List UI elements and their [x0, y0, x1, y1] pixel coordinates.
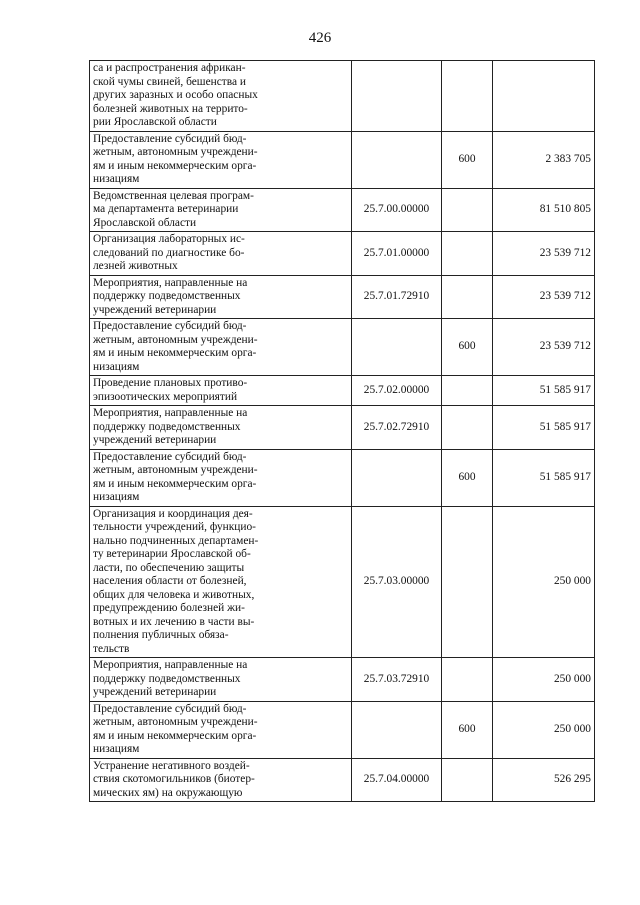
row-code-cell: 25.7.03.00000 [352, 506, 442, 658]
table-row [90, 61, 595, 132]
table-row [90, 376, 595, 406]
row-name-cell: Ведомственная целевая програм- ма департамента ветеринарии Ярославской области [90, 188, 352, 232]
row-name-cell: Мероприятия, направленные на поддержку подведомственных учреждений ветеринарии [90, 658, 352, 702]
table-row [90, 701, 595, 758]
row-amount-cell: 81 510 805 [493, 188, 595, 232]
row-name-cell: Предоставление субсидий бюд- жетным, автономным учреждени- ям и иным некоммерческим орга- низациям [90, 319, 352, 376]
row-name-cell: Мероприятия, направленные на поддержку подведомственных учреждений ветеринарии [90, 406, 352, 450]
row-type-cell [442, 232, 493, 276]
table-body [90, 61, 595, 802]
row-amount-cell: 51 585 917 [493, 406, 595, 450]
row-code-cell [352, 701, 442, 758]
row-name-cell: Организация и координация дея- тельности учреждений, функцио- нально подчиненных департамен- ту ветеринарии Ярославской об- ласти, по обеспечению защиты населения области от болезней, общих для человека и животных, предупреждению болезней жи- вотных и их лечению в части вы- полнения публичных обяза- тельств [90, 506, 352, 658]
row-code-cell: 25.7.02.72910 [352, 406, 442, 450]
row-type-cell [442, 275, 493, 319]
row-type-cell: 600 [442, 131, 493, 188]
row-name-cell: са и распространения африкан- ской чумы свиней, бешенства и других заразных и особо опасных болезней животных на террито- рии Ярославской области [90, 61, 352, 132]
row-amount-cell: 51 585 917 [493, 376, 595, 406]
row-name-cell: Предоставление субсидий бюд- жетным, автономным учреждени- ям и иным некоммерческим орга- низациям [90, 131, 352, 188]
row-name-cell: Предоставление субсидий бюд- жетным, автономным учреждени- ям и иным некоммерческим орга- низациям [90, 449, 352, 506]
row-code-cell: 25.7.03.72910 [352, 658, 442, 702]
table-row [90, 232, 595, 276]
table-row [90, 758, 595, 802]
row-code-cell: 25.7.01.00000 [352, 232, 442, 276]
row-type-cell: 600 [442, 319, 493, 376]
table-row [90, 319, 595, 376]
row-code-cell: 25.7.01.72910 [352, 275, 442, 319]
row-type-cell [442, 376, 493, 406]
row-type-cell: 600 [442, 701, 493, 758]
row-amount-cell: 23 539 712 [493, 232, 595, 276]
budget-table [89, 60, 595, 802]
table-row [90, 406, 595, 450]
row-code-cell: 25.7.02.00000 [352, 376, 442, 406]
row-amount-cell: 51 585 917 [493, 449, 595, 506]
row-amount-cell: 250 000 [493, 658, 595, 702]
row-name-cell: Организация лабораторных ис- следований по диагностике бо- лезней животных [90, 232, 352, 276]
table-row [90, 131, 595, 188]
row-code-cell [352, 449, 442, 506]
table-row [90, 449, 595, 506]
row-name-cell: Проведение плановых противо- эпизоотических мероприятий [90, 376, 352, 406]
row-type-cell [442, 658, 493, 702]
row-code-cell: 25.7.04.00000 [352, 758, 442, 802]
table-row [90, 275, 595, 319]
row-code-cell [352, 131, 442, 188]
row-name-cell: Предоставление субсидий бюд- жетным, автономным учреждени- ям и иным некоммерческим орга- низациям [90, 701, 352, 758]
row-amount-cell: 23 539 712 [493, 275, 595, 319]
row-code-cell [352, 319, 442, 376]
row-type-cell [442, 61, 493, 132]
row-name-cell: Устранение негативного воздей- ствия скотомогильников (биотер- мических ям) на окружающую [90, 758, 352, 802]
row-amount-cell [493, 61, 595, 132]
row-amount-cell: 2 383 705 [493, 131, 595, 188]
row-type-cell: 600 [442, 449, 493, 506]
row-type-cell [442, 506, 493, 658]
row-amount-cell: 526 295 [493, 758, 595, 802]
table-row [90, 506, 595, 658]
row-amount-cell: 23 539 712 [493, 319, 595, 376]
row-code-cell [352, 61, 442, 132]
row-type-cell [442, 406, 493, 450]
row-type-cell [442, 758, 493, 802]
row-type-cell [442, 188, 493, 232]
row-name-cell: Мероприятия, направленные на поддержку подведомственных учреждений ветеринарии [90, 275, 352, 319]
row-code-cell: 25.7.00.00000 [352, 188, 442, 232]
row-amount-cell: 250 000 [493, 701, 595, 758]
table-row [90, 658, 595, 702]
page-number: 426 [308, 30, 332, 46]
row-amount-cell: 250 000 [493, 506, 595, 658]
table-row [90, 188, 595, 232]
